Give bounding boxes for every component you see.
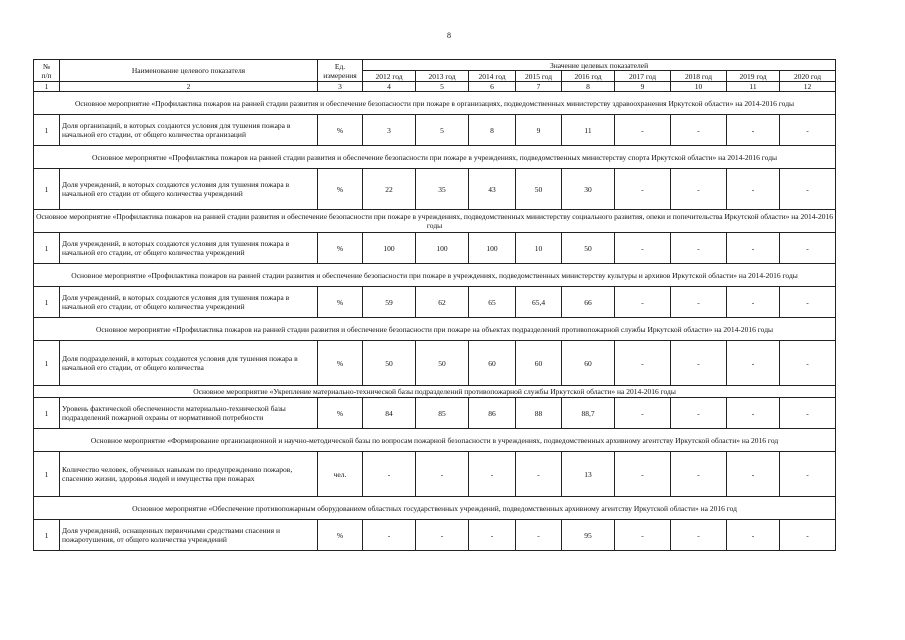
- indicator-name: Доля учреждений, в которых создаются условия для тушения пожара в начальной его стадии от общего количества учреждений: [60, 169, 318, 210]
- indicator-value: 43: [469, 169, 516, 210]
- indicator-value: -: [727, 398, 780, 429]
- header-num: № п/п: [34, 60, 60, 82]
- header-year: 2017 год: [615, 71, 671, 82]
- indicator-unit: %: [318, 341, 363, 386]
- indicator-value: 9: [516, 115, 562, 146]
- header-year: 2015 год: [516, 71, 562, 82]
- indicator-row: [34, 452, 836, 497]
- indicator-value: -: [671, 398, 727, 429]
- section-title-row: [34, 386, 836, 398]
- indicator-value: 50: [416, 341, 469, 386]
- indicator-value: -: [615, 341, 671, 386]
- indicator-value: 66: [562, 287, 615, 318]
- indicator-value: 50: [516, 169, 562, 210]
- indicator-value: -: [671, 341, 727, 386]
- indicator-value: 3: [363, 115, 416, 146]
- indicator-unit: %: [318, 233, 363, 264]
- indicator-value: -: [615, 287, 671, 318]
- column-number: 3: [318, 82, 363, 92]
- header-year: 2018 год: [671, 71, 727, 82]
- header-values-group: Значение целевых показателей: [363, 60, 836, 71]
- section-title-row: [34, 92, 836, 115]
- row-number: 1: [34, 452, 60, 497]
- indicator-value: -: [615, 169, 671, 210]
- indicator-value: -: [615, 398, 671, 429]
- header-year: 2016 год: [562, 71, 615, 82]
- indicator-value: 5: [416, 115, 469, 146]
- indicator-name: Доля учреждений, в которых создаются условия для тушения пожара в начальной его стадии, от общего количества учреждений: [60, 287, 318, 318]
- indicator-unit: %: [318, 115, 363, 146]
- section-title-row: [34, 497, 836, 520]
- indicator-value: -: [780, 341, 836, 386]
- indicator-value: -: [727, 341, 780, 386]
- indicator-name: Доля учреждений, оснащенных первичными средствами спасения и пожаротушения, от общего количества учреждений: [60, 520, 318, 551]
- indicator-value: 100: [469, 233, 516, 264]
- indicator-unit: %: [318, 169, 363, 210]
- column-number: 9: [615, 82, 671, 92]
- indicator-unit: %: [318, 287, 363, 318]
- indicator-name: Уровень фактической обеспеченности материально-технической базы подразделений пожарной охраны от нормативной потребности: [60, 398, 318, 429]
- indicator-value: 84: [363, 398, 416, 429]
- header-name: Наименование целевого показателя: [60, 60, 318, 82]
- indicator-value: -: [671, 287, 727, 318]
- indicator-value: -: [727, 233, 780, 264]
- indicator-value: -: [780, 452, 836, 497]
- indicator-row: [34, 341, 836, 386]
- indicator-value: -: [671, 452, 727, 497]
- indicator-value: -: [416, 520, 469, 551]
- indicator-value: 60: [469, 341, 516, 386]
- indicator-name: Доля учреждений, в которых создаются условия для тушения пожара в начальной его стадии, от общего количества учреждений: [60, 233, 318, 264]
- indicator-value: 88: [516, 398, 562, 429]
- indicator-value: -: [671, 520, 727, 551]
- indicator-row: [34, 115, 836, 146]
- indicator-value: 13: [562, 452, 615, 497]
- row-number: 1: [34, 341, 60, 386]
- indicator-value: 60: [562, 341, 615, 386]
- column-number: 7: [516, 82, 562, 92]
- indicator-value: -: [469, 520, 516, 551]
- indicator-value: -: [615, 520, 671, 551]
- column-number: 10: [671, 82, 727, 92]
- column-number: 11: [727, 82, 780, 92]
- indicator-value: -: [516, 452, 562, 497]
- column-number: 12: [780, 82, 836, 92]
- indicator-value: -: [780, 233, 836, 264]
- indicator-value: -: [780, 115, 836, 146]
- header-year: 2019 год: [727, 71, 780, 82]
- row-number: 1: [34, 398, 60, 429]
- column-number: 5: [416, 82, 469, 92]
- indicator-row: [34, 287, 836, 318]
- row-number: 1: [34, 520, 60, 551]
- header-row: [34, 60, 836, 71]
- indicator-value: 65: [469, 287, 516, 318]
- header-year: 2020 год: [780, 71, 836, 82]
- indicator-value: 11: [562, 115, 615, 146]
- indicator-value: 60: [516, 341, 562, 386]
- header-year: 2014 год: [469, 71, 516, 82]
- indicator-value: 50: [562, 233, 615, 264]
- indicator-row: [34, 398, 836, 429]
- indicator-value: 85: [416, 398, 469, 429]
- indicator-value: -: [727, 520, 780, 551]
- indicator-value: -: [516, 520, 562, 551]
- indicator-value: -: [363, 520, 416, 551]
- indicator-value: -: [671, 115, 727, 146]
- column-number: 4: [363, 82, 416, 92]
- indicator-value: -: [615, 452, 671, 497]
- indicator-name: Доля организаций, в которых создаются условия для тушения пожара в начальной его стадии, от общего количества организаций: [60, 115, 318, 146]
- column-number: 8: [562, 82, 615, 92]
- column-numbers-row: [34, 82, 836, 92]
- indicator-value: -: [780, 520, 836, 551]
- indicator-value: -: [780, 398, 836, 429]
- row-number: 1: [34, 115, 60, 146]
- indicator-value: -: [727, 169, 780, 210]
- indicator-unit: %: [318, 398, 363, 429]
- indicator-value: -: [671, 233, 727, 264]
- indicator-value: 100: [416, 233, 469, 264]
- indicator-value: -: [780, 287, 836, 318]
- indicator-value: 100: [363, 233, 416, 264]
- indicator-value: 8: [469, 115, 516, 146]
- column-number: 2: [60, 82, 318, 92]
- indicator-value: -: [363, 452, 416, 497]
- section-title-row: [34, 318, 836, 341]
- page-number: 8: [447, 31, 451, 40]
- column-number: 6: [469, 82, 516, 92]
- indicator-value: 88,7: [562, 398, 615, 429]
- indicator-row: [34, 233, 836, 264]
- section-title: Основное мероприятие «Профилактика пожаров на ранней стадии развития и обеспечение безопасности при пожаре в учреждениях, подведомственных министерству спорта Иркутской области» на 2014-2016 годы: [34, 146, 836, 169]
- header-year: 2012 год: [363, 71, 416, 82]
- section-title-row: [34, 264, 836, 287]
- column-number: 1: [34, 82, 60, 92]
- indicator-value: 10: [516, 233, 562, 264]
- section-title-row: [34, 429, 836, 452]
- indicator-value: -: [416, 452, 469, 497]
- indicator-value: -: [727, 287, 780, 318]
- indicator-value: 86: [469, 398, 516, 429]
- indicator-value: 35: [416, 169, 469, 210]
- indicator-value: 95: [562, 520, 615, 551]
- indicator-value: 62: [416, 287, 469, 318]
- indicator-value: -: [671, 169, 727, 210]
- target-indicators-table: [33, 59, 836, 551]
- section-title: Основное мероприятие «Обеспечение противопожарным оборудованием областных государственных учреждений, подведомственных архивному агентству Иркутской области» на 2016 год: [34, 497, 836, 520]
- row-number: 1: [34, 233, 60, 264]
- indicator-value: 30: [562, 169, 615, 210]
- indicator-value: 65,4: [516, 287, 562, 318]
- indicator-value: 59: [363, 287, 416, 318]
- indicator-value: 22: [363, 169, 416, 210]
- indicator-row: [34, 520, 836, 551]
- indicator-value: -: [727, 452, 780, 497]
- indicator-name: Количество человек, обученных навыкам по предупреждению пожаров, спасению жизни, здоровья людей и имущества при пожарах: [60, 452, 318, 497]
- indicator-row: [34, 169, 836, 210]
- indicator-value: -: [469, 452, 516, 497]
- indicator-value: -: [727, 115, 780, 146]
- indicator-unit: чел.: [318, 452, 363, 497]
- section-title: Основное мероприятие «Профилактика пожаров на ранней стадии развития и обеспечение безопасности при пожаре в учреждениях, подведомственных министерству культуры и архивов Иркутской области» на 2014-2016 годы: [34, 264, 836, 287]
- header-unit: Ед. измерения: [318, 60, 363, 82]
- indicator-value: 50: [363, 341, 416, 386]
- indicator-value: -: [615, 115, 671, 146]
- indicator-name: Доля подразделений, в которых создаются условия для тушения пожара в начальной его стадии, от общего количества: [60, 341, 318, 386]
- section-title: Основное мероприятие «Профилактика пожаров на ранней стадии развития и обеспечение безопасности при пожаре на объектах подразделений противопожарной службы Иркутской области» на 2014-2016 годы: [34, 318, 836, 341]
- section-title: Основное мероприятие «Формирование организационной и научно-методической базы по вопросам пожарной безопасности в учреждениях, подведомственных архивному агентству Иркутской области» на 2016 год: [34, 429, 836, 452]
- row-number: 1: [34, 169, 60, 210]
- indicator-value: -: [615, 233, 671, 264]
- header-year: 2013 год: [416, 71, 469, 82]
- section-title: Основное мероприятие «Профилактика пожаров на ранней стадии развития и обеспечение безопасности при пожаре в учреждениях, подведомственных министерству социального развития, опеки и попечительства Иркутской области» на 2014-2016 годы: [34, 210, 836, 233]
- indicator-value: -: [780, 169, 836, 210]
- section-title-row: [34, 146, 836, 169]
- section-title-row: [34, 210, 836, 233]
- section-title: Основное мероприятие «Профилактика пожаров на ранней стадии развития и обеспечение безопасности при пожаре в организациях, подведомственных министерству здравоохранения Иркутской области» на 2014-2016 годы: [34, 92, 836, 115]
- indicator-unit: %: [318, 520, 363, 551]
- row-number: 1: [34, 287, 60, 318]
- section-title: Основное мероприятие «Укрепление материально-технической базы подразделений противопожарной службы Иркутской области» на 2014-2016 годы: [34, 386, 836, 398]
